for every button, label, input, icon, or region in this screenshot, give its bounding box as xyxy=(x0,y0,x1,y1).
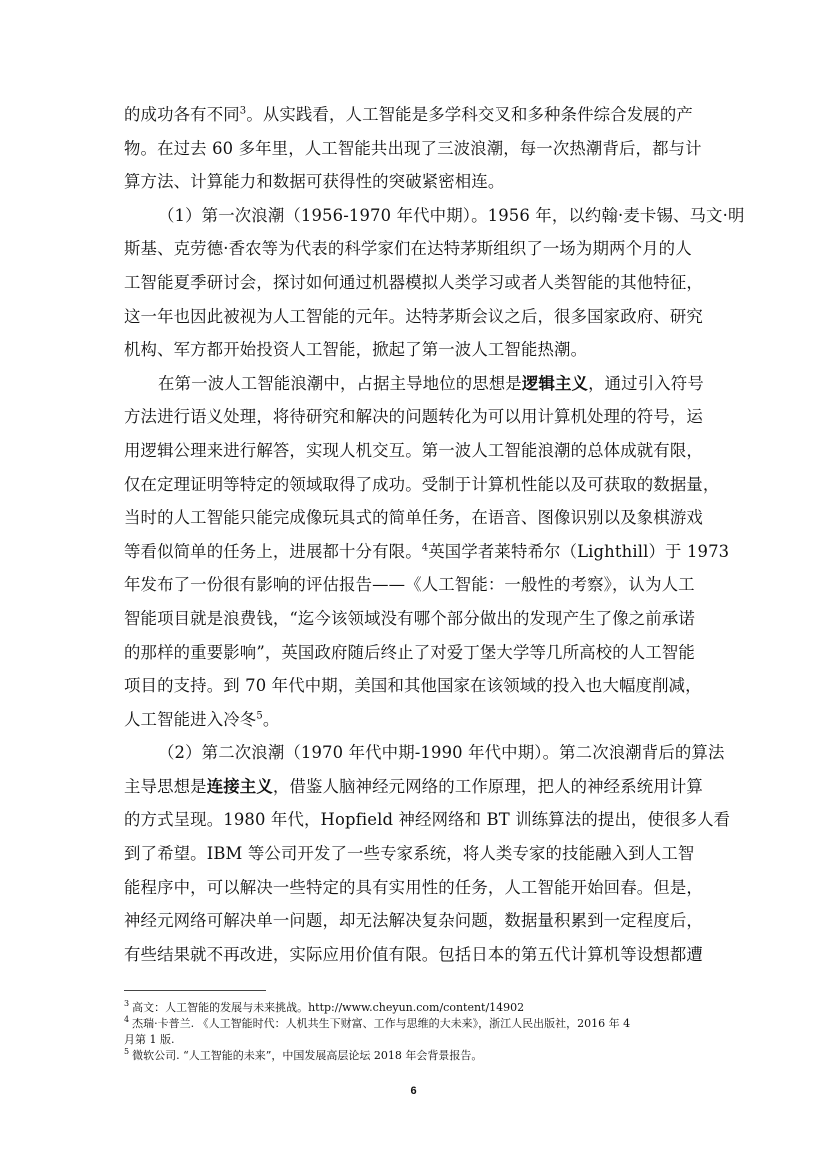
footnote-line xyxy=(124,1032,704,1048)
text-segment: 用逻辑公理来进行解答，实现人机交互。第一波人工智能浪潮的总体成就有限， xyxy=(124,440,703,460)
text-line xyxy=(124,132,702,166)
text-segment: 这一年也因此被视为人工智能的元年。达特茅斯会议之后，很多国家政府、研究 xyxy=(124,306,703,326)
text-line xyxy=(124,333,702,367)
text-segment: 机构、军方都开始投资人工智能，掀起了第一波人工智能热潮。 xyxy=(124,340,588,360)
footnote-text: 高文：人工智能的发展与未来挑战。http://www.cheyun.com/content/14902 xyxy=(132,1001,525,1014)
text-segment: ，借鉴人脑神经元网络的工作原理，把人的神经系统用计算 xyxy=(272,776,703,796)
text-segment: （2）第二次浪潮（1970 年代中期-1990 年代中期）。第二次浪潮背后的算法 xyxy=(158,743,725,763)
text-segment: 算方法、计算能力和数据可获得性的突破紧密相连。 xyxy=(124,172,505,192)
footnote-text: 微软公司. “人工智能的未来”，中国发展高层论坛 2018 年会背景报告。 xyxy=(132,1049,483,1062)
text-line xyxy=(124,871,702,905)
text-segment: 智能项目就是浪费钱，“迄今该领域没有哪个部分做出的发现产生了像之前承诺 xyxy=(124,608,695,628)
footnote-number: 3 xyxy=(124,999,130,1009)
text-segment: 项目的支持。到 70 年代中期，美国和其他国家在该领域的投入也大幅度削减， xyxy=(124,676,702,696)
text-segment: 人工智能进入冷冬 xyxy=(124,709,257,729)
text-line xyxy=(124,367,702,401)
text-line xyxy=(124,165,702,199)
footnote-reference: 5 xyxy=(256,710,263,722)
footnote xyxy=(124,1000,704,1016)
footnote-line xyxy=(124,1016,704,1032)
page-number: 6 xyxy=(410,1085,417,1097)
footnote-separator xyxy=(124,990,266,991)
footnote-number: 5 xyxy=(124,1047,130,1057)
text-segment: 有些结果就不再改进，实际应用价值有限。包括日本的第五代计算机等设想都遭 xyxy=(124,944,703,964)
footnote-line xyxy=(124,1048,704,1064)
footnote-reference: 4 xyxy=(421,542,429,554)
text-line xyxy=(124,938,702,972)
text-line xyxy=(124,602,702,636)
text-segment: 。从实践看，人工智能是多学科交叉和多种条件综合发展的产 xyxy=(246,105,693,124)
text-segment: 等看似简单的任务上，进展都十分有限。 xyxy=(124,541,422,561)
text-segment: 的成功各有不同 xyxy=(124,105,240,124)
footnote xyxy=(124,1016,704,1048)
text-segment: ，通过引入符号 xyxy=(588,373,704,393)
text-segment: 年发布了一份很有影响的评估报告——《人工智能：一般性的考察》，认为人工 xyxy=(124,575,695,595)
text-line xyxy=(124,736,725,770)
text-line xyxy=(124,98,702,132)
text-line xyxy=(124,434,702,468)
text-segment: 到了希望。IBM 等公司开发了一些专家系统，将人类专家的技能融入到人工智 xyxy=(124,844,695,864)
text-segment: 仅在定理证明等特定的领域取得了成功。受制于计算机性能以及可获取的数据量， xyxy=(124,474,720,494)
text-segment: （1）第一次浪潮（1956-1970 年代中期）。1956 年，以约翰·麦卡锡、马文·明 xyxy=(158,205,745,225)
footnote-line xyxy=(124,1000,704,1016)
footnote-reference: 3 xyxy=(239,105,247,117)
footnotes xyxy=(124,1000,704,1064)
text-line xyxy=(124,703,702,737)
text-line xyxy=(124,535,730,569)
text-line xyxy=(124,669,702,703)
body-text xyxy=(124,98,745,971)
text-segment: 工智能夏季研讨会，探讨如何通过机器模拟人类学习或者人类智能的其他特征， xyxy=(124,272,703,292)
text-line xyxy=(124,636,702,670)
text-line xyxy=(124,300,702,334)
text-segment: 方法进行语义处理，将待研究和解决的问题转化为可以用计算机处理的符号，运 xyxy=(124,407,703,427)
text-segment: 物。在过去 60 多年里，人工智能共出现了三波浪潮，每一次热潮背后，都与计 xyxy=(124,138,702,158)
text-segment: 能程序中，可以解决一些特定的具有实用性的任务，人工智能开始回春。但是， xyxy=(124,877,703,897)
text-segment: 的那样的重要影响”，英国政府随后终止了对爱丁堡大学等几所高校的人工智能 xyxy=(124,642,695,662)
text-segment: 英国学者莱特希尔（Lighthill）于 1973 xyxy=(428,541,730,561)
footnote xyxy=(124,1048,704,1064)
text-line xyxy=(124,568,702,602)
text-segment: 的方式呈现。1980 年代，Hopfield 神经网络和 BT 训练算法的提出，使很多人看 xyxy=(124,810,731,830)
text-segment: 斯基、克劳德·香农等为代表的科学家们在达特茅斯组织了一场为期两个月的人 xyxy=(124,239,692,259)
footnote-text: 杰瑞·卡普兰. 《人工智能时代：人机共生下财富、工作与思维的大未来》，浙江人民出版社，2016 年 4 xyxy=(132,1017,631,1030)
text-line xyxy=(124,837,702,871)
text-line xyxy=(124,803,731,837)
text-line xyxy=(124,232,702,266)
text-line xyxy=(124,199,745,233)
text-line xyxy=(124,400,702,434)
text-line xyxy=(124,468,720,502)
bold-term: 连接主义 xyxy=(206,776,273,796)
footnote-number: 4 xyxy=(124,1015,130,1025)
text-segment: 主导思想是 xyxy=(124,776,207,796)
text-segment: 。 xyxy=(262,709,280,729)
text-segment: 当时的人工智能只能完成像玩具式的简单任务，在语音、图像识别以及象棋游戏 xyxy=(124,508,703,528)
text-line xyxy=(124,770,702,804)
text-line xyxy=(124,266,702,300)
text-segment: 神经元网络可解决单一问题，却无法解决复杂问题，数据量积累到一定程度后， xyxy=(124,911,703,931)
text-line xyxy=(124,501,702,535)
footnote-text: 月第 1 版. xyxy=(124,1033,175,1046)
bold-term: 逻辑主义 xyxy=(521,373,589,393)
text-line xyxy=(124,904,702,938)
text-segment: 在第一波人工智能浪潮中，占据主导地位的思想是 xyxy=(158,373,522,393)
